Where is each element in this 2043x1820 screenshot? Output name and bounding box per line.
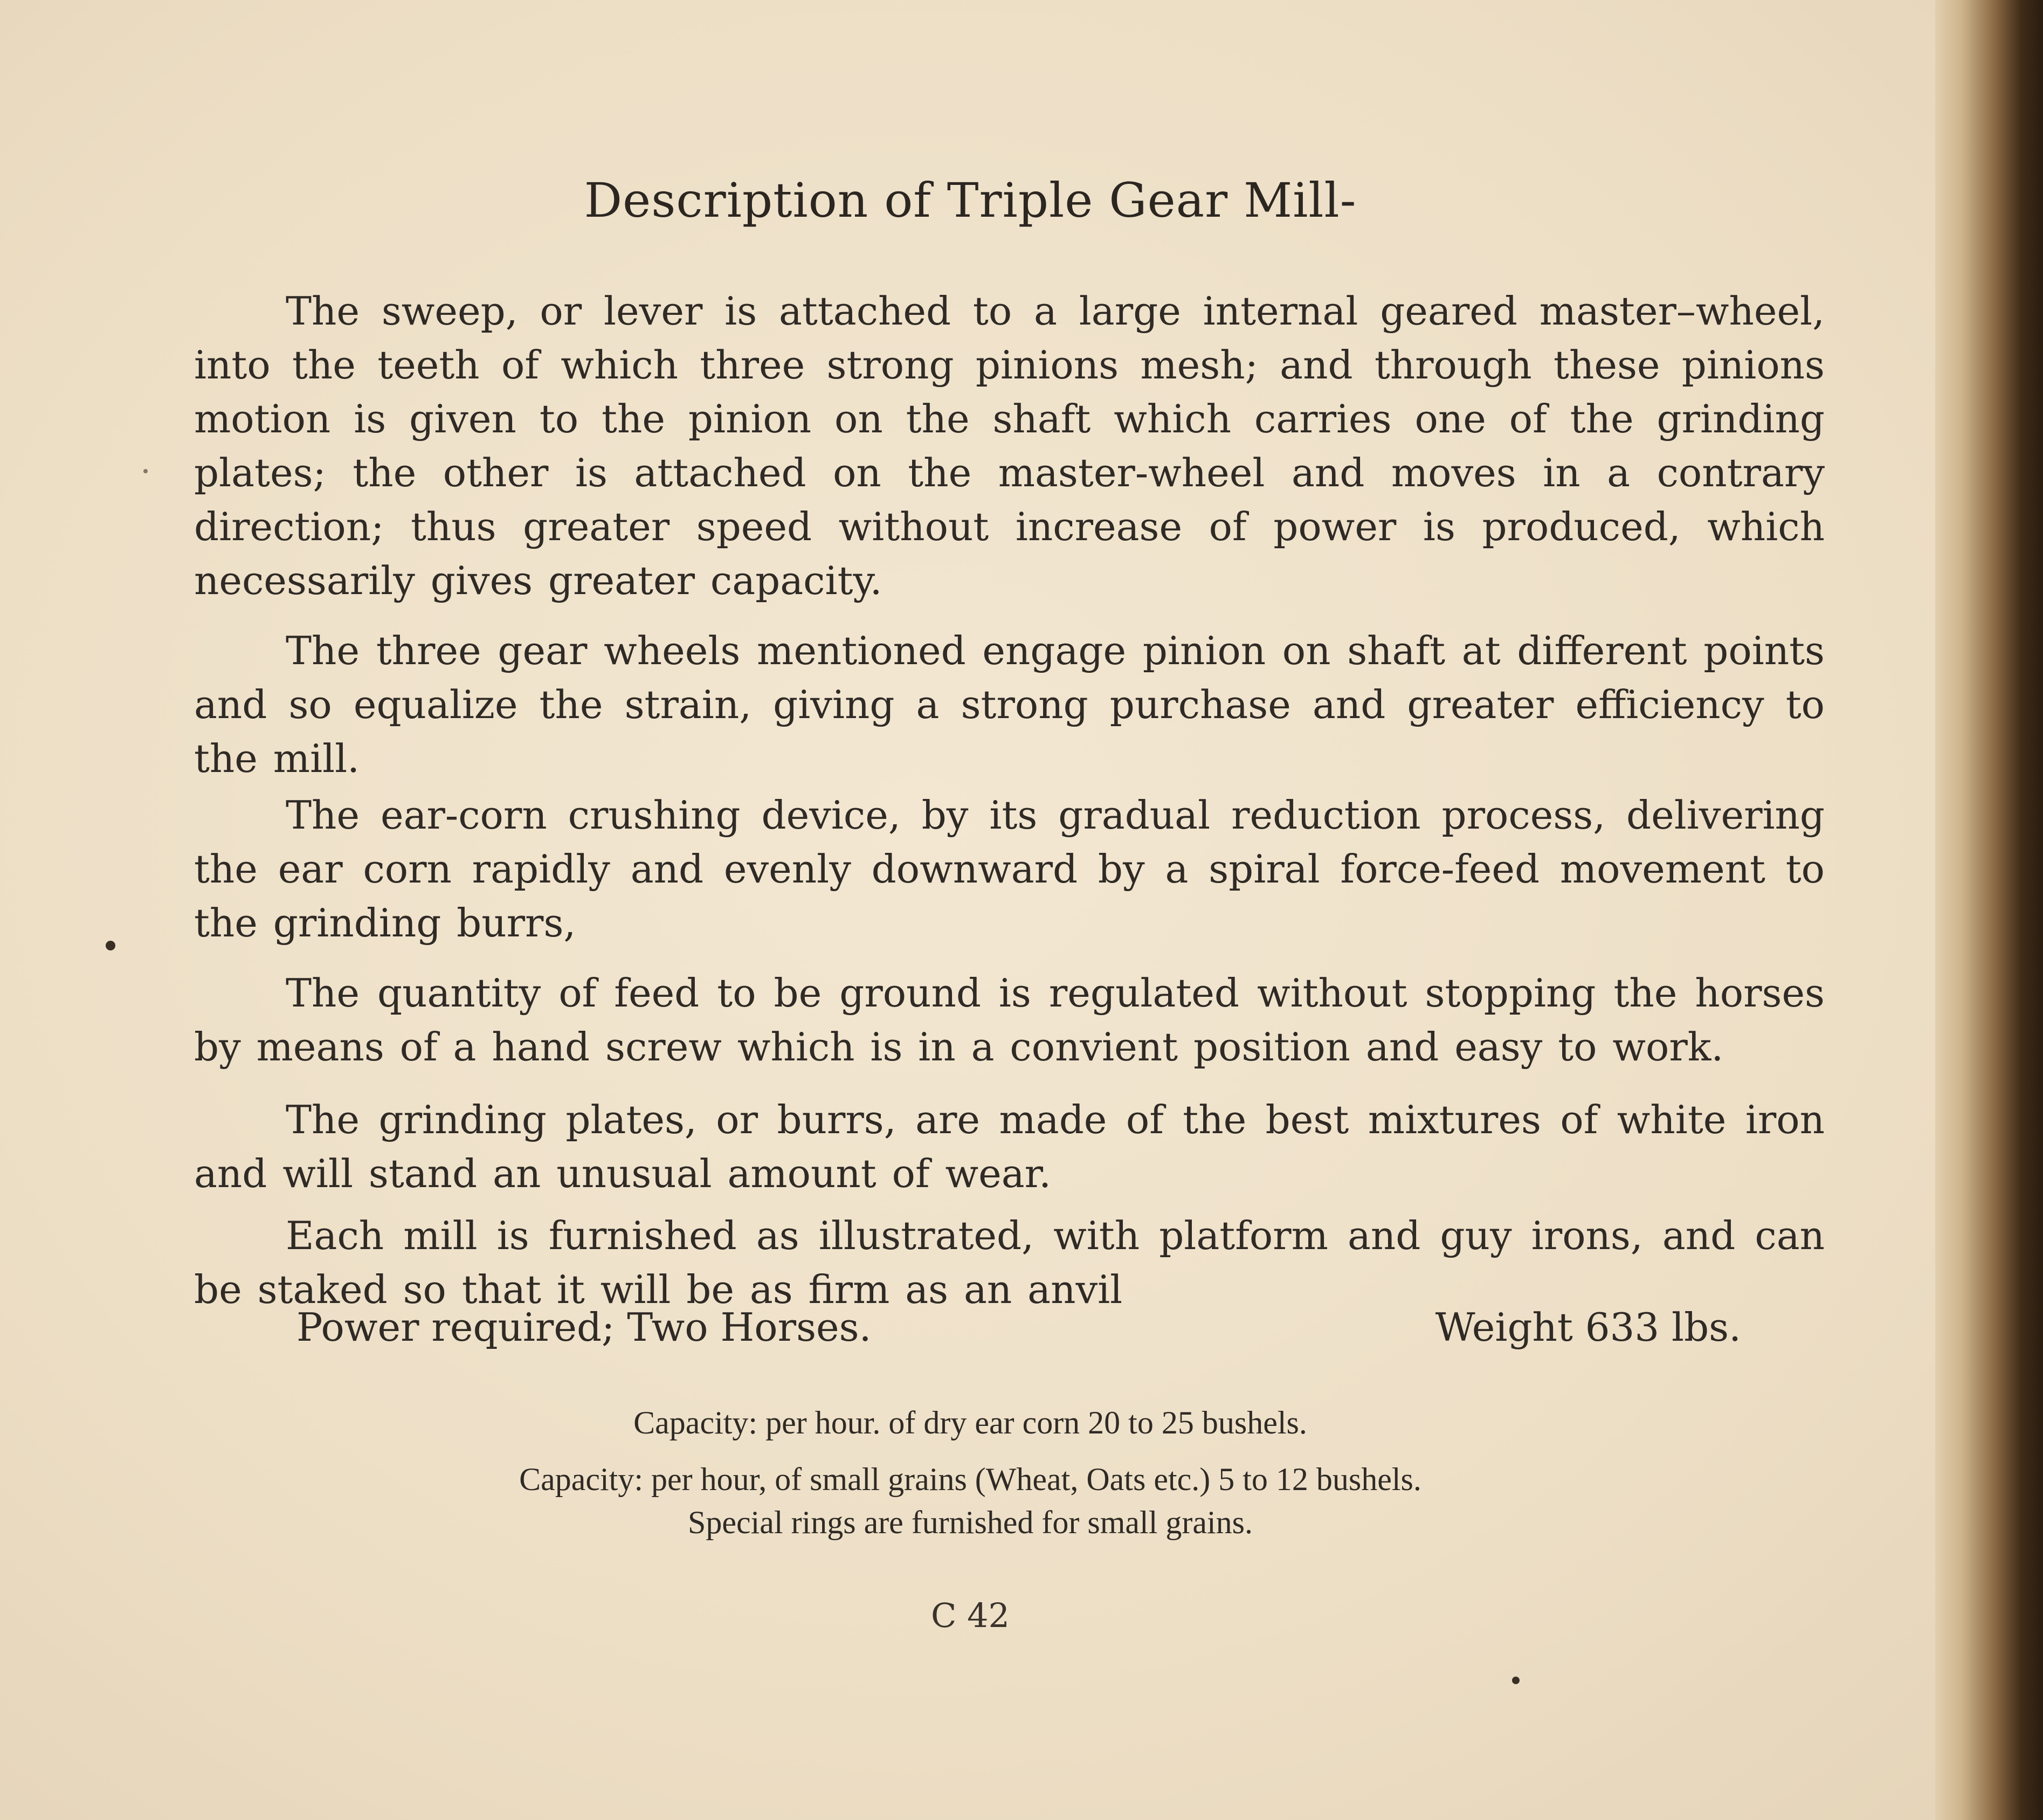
paper-speck bbox=[1512, 1677, 1520, 1684]
paragraph-ear-corn-device: The ear-corn crushing device, by its gradual reduction process, delivering the ear corn rapidly and evenly downward by a spiral force-feed movement to the grinding burrs, bbox=[194, 792, 1825, 946]
paragraph-feed-regulation: The quantity of feed to be ground is regulated without stopping the horses by means of a hand screw which is in a convient position and easy to work. bbox=[194, 970, 1825, 1070]
paper-speck bbox=[106, 941, 115, 950]
page-title: Description of Triple Gear Mill- bbox=[584, 173, 1357, 228]
paragraph-furnishing: Each mill is furnished as illustrated, with platform and guy irons, and can be staked so that it will be as firm as an anvil bbox=[194, 1213, 1825, 1312]
page-number: C 42 bbox=[930, 1596, 1010, 1635]
capacity-ear-corn: Capacity: per hour. of dry ear corn 20 to 25 bushels. bbox=[633, 1405, 1307, 1440]
special-rings-note: Special rings are furnished for small grains. bbox=[687, 1505, 1253, 1540]
capacity-small-grains: Capacity: per hour, of small grains (Wheat, Oats etc.) 5 to 12 bushels. bbox=[519, 1461, 1421, 1497]
paragraph-sweep-description: The sweep, or lever is attached to a large internal geared master–wheel, into the teeth of which three strong pinions mesh; and through these pinions motion is given to the pinion on the shaft which carries one of the grinding plates; the other is attached on the master-wheel and moves in a contrary direction; thus greater speed without increase of power is produced, which necessarily gives greater capacity. bbox=[194, 288, 1825, 603]
specs-row bbox=[296, 1305, 1741, 1350]
paragraph-gear-wheels: The three gear wheels mentioned engage pinion on shaft at different points and so equalize the strain, giving a strong purchase and greater efficiency to the mill. bbox=[194, 628, 1825, 781]
paper-speck bbox=[143, 469, 148, 473]
power-required: Power required; Two Horses. bbox=[296, 1305, 872, 1350]
weight: Weight 633 lbs. bbox=[1435, 1305, 1741, 1350]
book-gutter-shadow bbox=[1935, 0, 2043, 1820]
paragraph-grinding-plates: The grinding plates, or burrs, are made of the best mixtures of white iron and will stand an unusual amount of wear. bbox=[194, 1097, 1825, 1196]
